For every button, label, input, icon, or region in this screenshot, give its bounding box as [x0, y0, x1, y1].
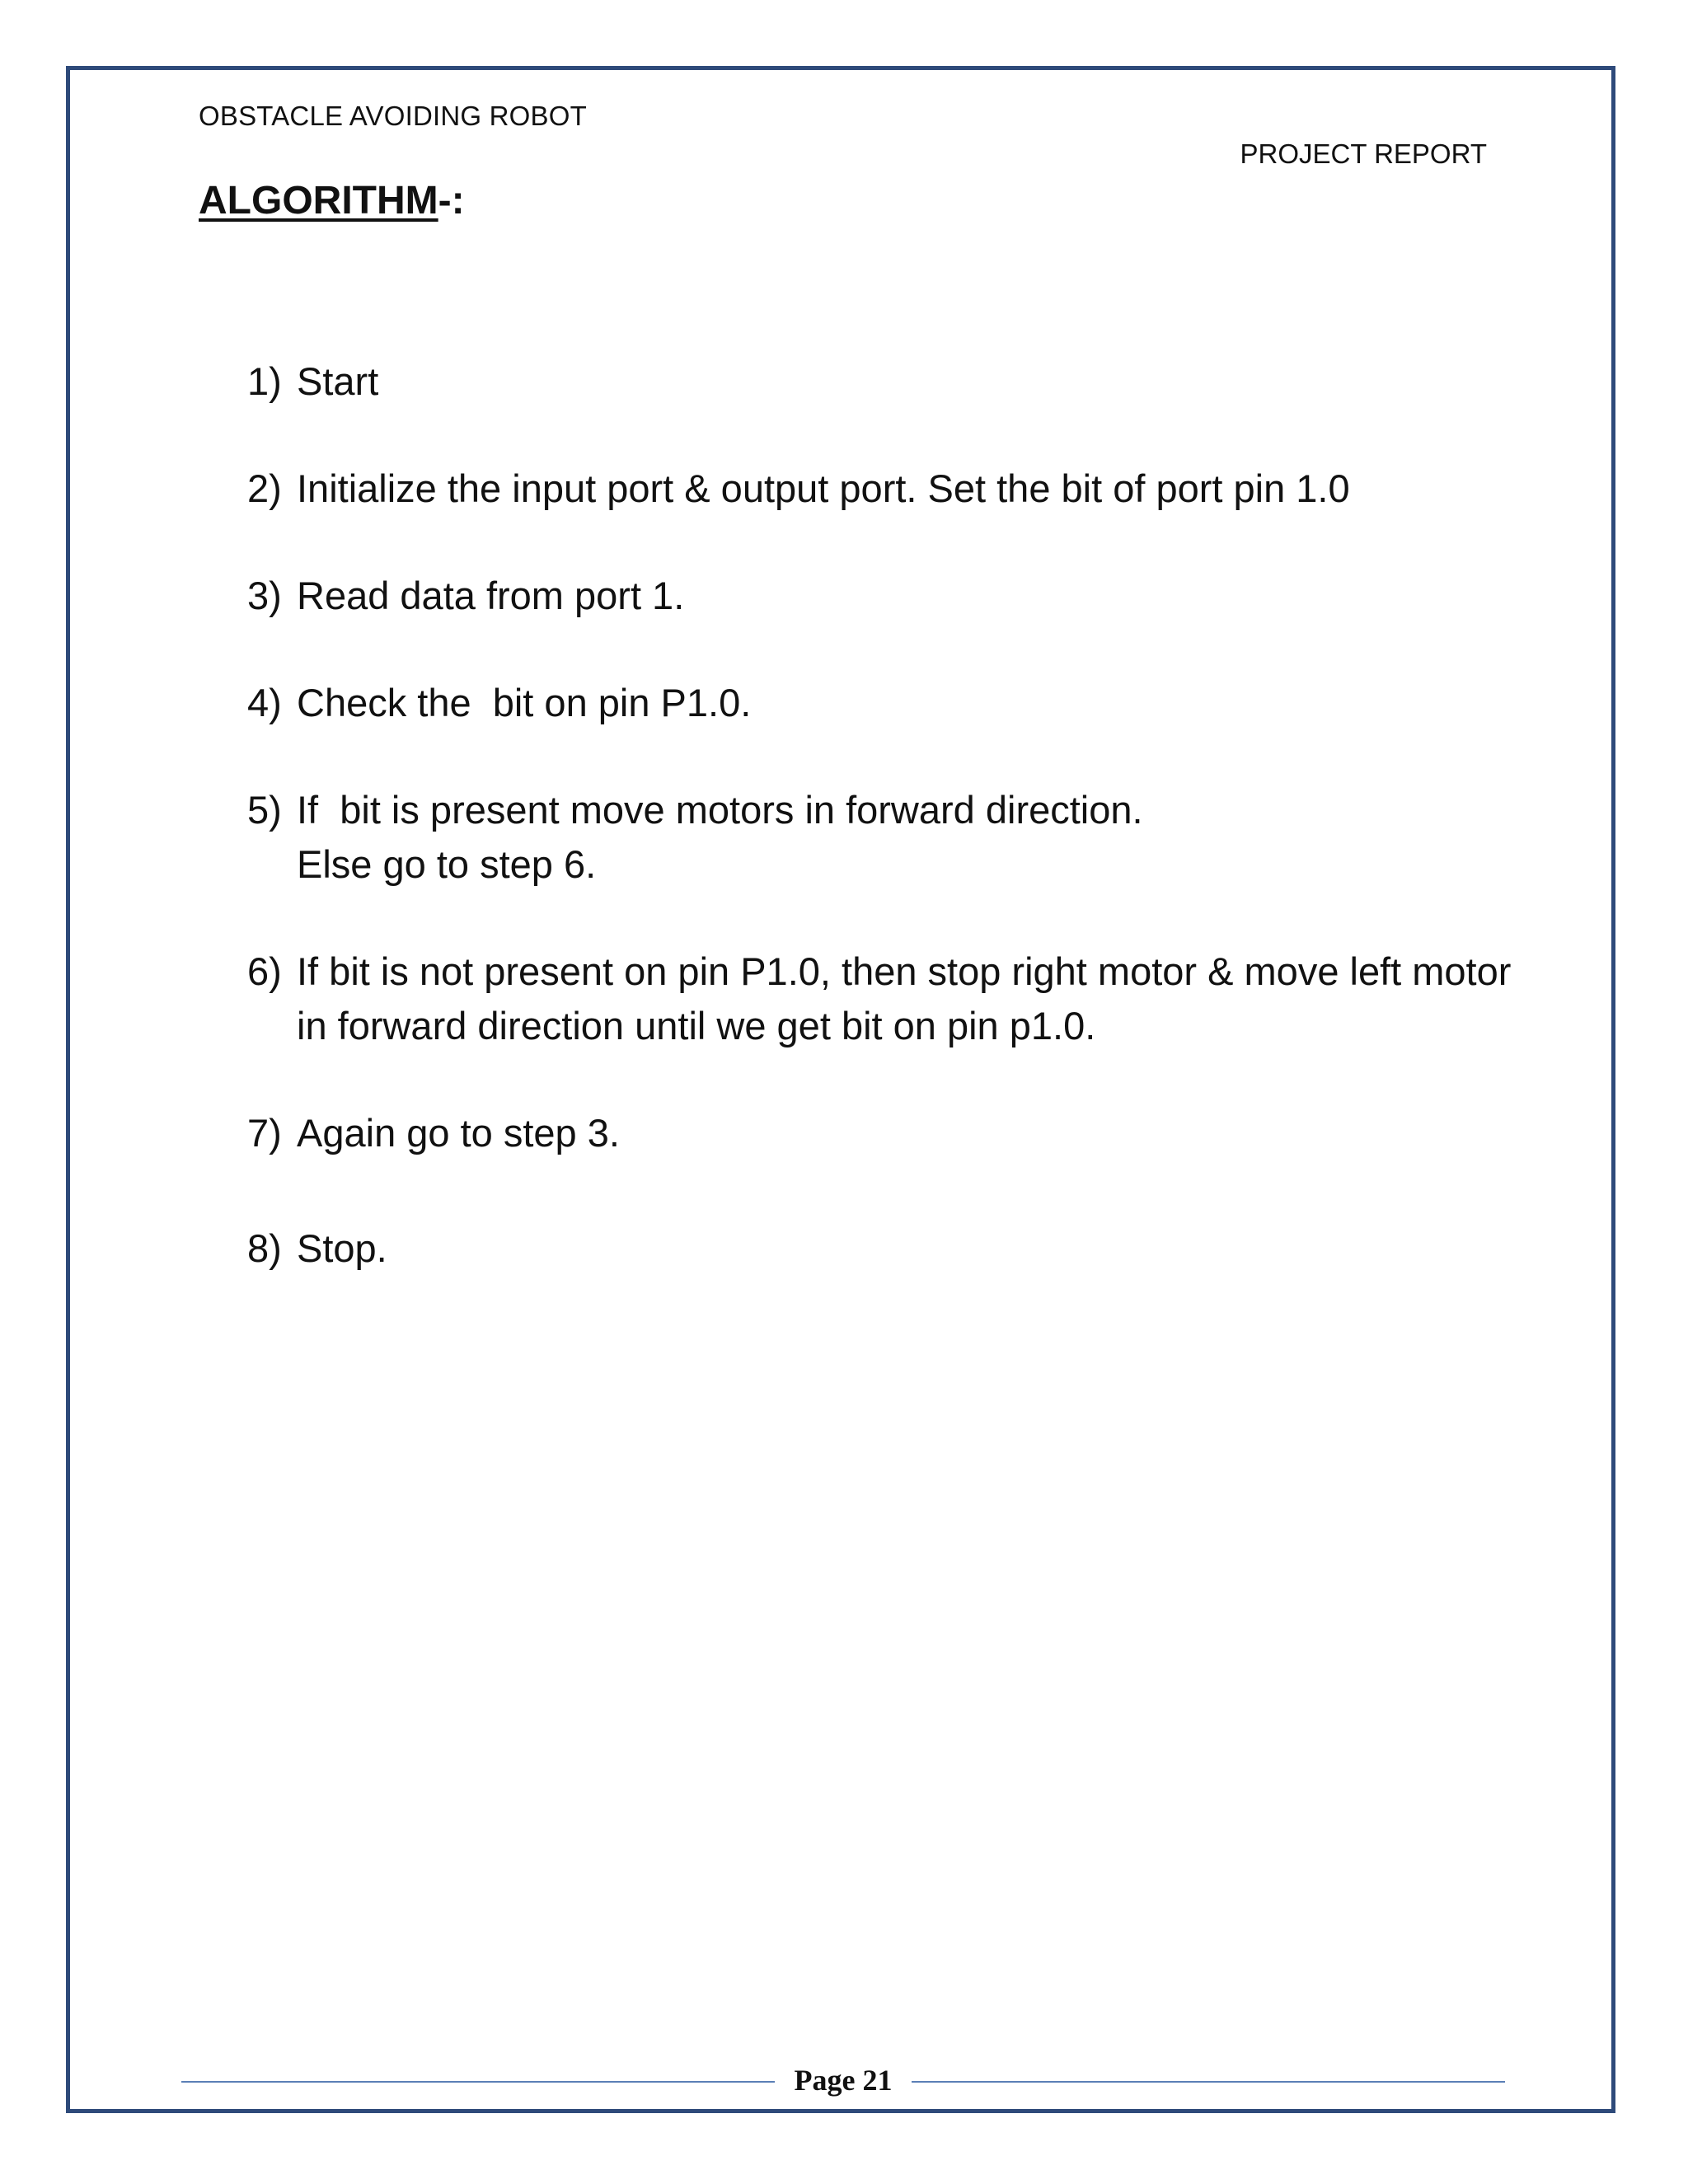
step-text: Read data from port 1.	[297, 574, 685, 617]
algorithm-step-3	[247, 569, 1533, 623]
step-number: 6)	[247, 949, 282, 993]
algorithm-step-1	[247, 354, 1533, 409]
section-heading	[199, 176, 465, 226]
step-text: Stop.	[297, 1226, 387, 1270]
algorithm-step-4	[247, 676, 1533, 730]
section-heading-text: ALGORITHM	[199, 179, 438, 223]
step-text: Again go to step 3.	[297, 1111, 620, 1155]
algorithm-step-5	[247, 783, 1533, 892]
step-number: 7)	[247, 1111, 282, 1155]
step-number: 4)	[247, 681, 282, 724]
step-number: 5)	[247, 788, 282, 832]
step-number: 1)	[247, 359, 282, 403]
footer-rule-right	[912, 2081, 1505, 2083]
algorithm-step-6	[247, 944, 1533, 1053]
page-footer	[181, 2060, 1505, 2102]
step-text: If bit is not present on pin P1.0, then stop right motor & move left motor in forward direction until we get bit on pin p1.0.	[297, 949, 1522, 1047]
step-text: Check the bit on pin P1.0.	[297, 681, 752, 724]
page-number: Page 21	[794, 2064, 893, 2097]
algorithm-step-2	[247, 462, 1533, 516]
document-header-title: OBSTACLE AVOIDING ROBOT	[199, 101, 587, 131]
algorithm-step-8	[247, 1221, 1533, 1276]
step-text: If bit is present move motors in forward direction. Else go to step 6.	[297, 788, 1143, 886]
algorithm-step-7	[247, 1106, 1533, 1160]
step-number: 8)	[247, 1226, 282, 1270]
document-header-report: PROJECT REPORT	[1240, 138, 1487, 169]
step-text: Start	[297, 359, 379, 403]
section-heading-suffix: -:	[438, 179, 465, 223]
step-number: 2)	[247, 466, 282, 510]
step-text: Initialize the input port & output port. Set the bit of port pin 1.0	[297, 466, 1350, 510]
step-number: 3)	[247, 574, 282, 617]
